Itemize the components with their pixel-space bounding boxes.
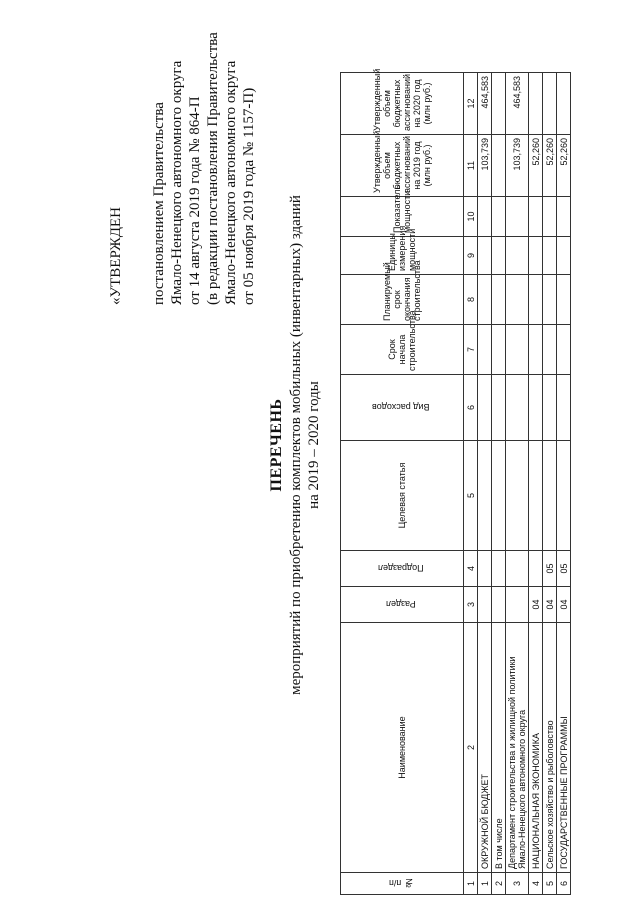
index-cell: 3 bbox=[464, 587, 478, 623]
row-name: В том числе bbox=[492, 623, 506, 873]
row-target bbox=[478, 441, 492, 551]
index-cell: 11 bbox=[464, 135, 478, 197]
row-end bbox=[478, 275, 492, 325]
resolution-line: (в редакции постановления Правительства bbox=[205, 32, 221, 305]
row-unit bbox=[543, 237, 557, 275]
document-title: ПЕРЕЧЕНЬ bbox=[268, 398, 285, 492]
row-subsection bbox=[478, 551, 492, 587]
resolution-line: Ямало-Ненецкого автономного округа bbox=[223, 60, 239, 305]
row-2020: 464,583 bbox=[506, 73, 529, 135]
col-header-name: Наименование bbox=[341, 623, 464, 873]
row-num: 2 bbox=[492, 873, 506, 895]
row-unit bbox=[492, 237, 506, 275]
row-expense bbox=[529, 375, 543, 441]
row-end bbox=[506, 275, 529, 325]
row-2019: 103,739 bbox=[506, 135, 529, 197]
index-cell: 12 bbox=[464, 73, 478, 135]
row-2019: 103,739 bbox=[478, 135, 492, 197]
table-row bbox=[557, 73, 571, 895]
row-num: 4 bbox=[529, 873, 543, 895]
row-2019 bbox=[492, 135, 506, 197]
row-subsection bbox=[506, 551, 529, 587]
row-capacity bbox=[478, 197, 492, 237]
row-unit bbox=[557, 237, 571, 275]
col-header-section: Раздел bbox=[341, 587, 464, 623]
row-target bbox=[492, 441, 506, 551]
resolution-line: от 14 августа 2019 года № 864-П bbox=[187, 96, 203, 305]
col-header-target: Целевая статья bbox=[341, 441, 464, 551]
row-name: ОКРУЖНОЙ БЮДЖЕТ bbox=[478, 623, 492, 873]
row-capacity bbox=[492, 197, 506, 237]
table-row bbox=[478, 73, 492, 895]
row-unit bbox=[478, 237, 492, 275]
row-target bbox=[529, 441, 543, 551]
row-2019: 52,260 bbox=[557, 135, 571, 197]
col-header-start: Срок начала строительства bbox=[341, 325, 464, 375]
index-cell: 10 bbox=[464, 197, 478, 237]
row-subsection bbox=[529, 551, 543, 587]
row-expense bbox=[478, 375, 492, 441]
row-name: ГОСУДАРСТВЕННЫЕ ПРОГРАММЫ bbox=[557, 623, 571, 873]
row-num: 3 bbox=[506, 873, 529, 895]
index-cell: 5 bbox=[464, 441, 478, 551]
resolution-line: Ямало-Ненецкого автономного округа bbox=[169, 60, 185, 305]
resolution-block bbox=[150, 15, 258, 305]
row-capacity bbox=[557, 197, 571, 237]
row-end bbox=[492, 275, 506, 325]
row-start bbox=[557, 325, 571, 375]
row-name: Сельское хозяйство и рыболовство bbox=[543, 623, 557, 873]
row-start bbox=[529, 325, 543, 375]
row-subsection: 05 bbox=[543, 551, 557, 587]
row-2020: 464,583 bbox=[478, 73, 492, 135]
row-section: 04 bbox=[557, 587, 571, 623]
row-2020 bbox=[543, 73, 557, 135]
row-expense bbox=[492, 375, 506, 441]
row-2019: 52,260 bbox=[529, 135, 543, 197]
col-header-expense: Вид расходов bbox=[341, 375, 464, 441]
row-unit bbox=[506, 237, 529, 275]
row-expense bbox=[543, 375, 557, 441]
row-num: 1 bbox=[478, 873, 492, 895]
row-2019: 52,260 bbox=[543, 135, 557, 197]
index-cell: 6 bbox=[464, 375, 478, 441]
document-subtitle: мероприятий по приобретению комплектов мобильных (инвентарных) зданий bbox=[288, 195, 304, 695]
index-cell: 4 bbox=[464, 551, 478, 587]
table-index-row bbox=[464, 73, 478, 895]
table-row bbox=[506, 73, 529, 895]
row-end bbox=[557, 275, 571, 325]
row-num: 5 bbox=[543, 873, 557, 895]
row-capacity bbox=[506, 197, 529, 237]
resolution-line: от 05 ноября 2019 года № 1157-П) bbox=[241, 87, 257, 305]
row-section bbox=[478, 587, 492, 623]
row-start bbox=[506, 325, 529, 375]
row-name: Департамент строительства и жилищной политики Ямало-Ненецкого автономного округа bbox=[506, 623, 529, 873]
row-section bbox=[506, 587, 529, 623]
table-row bbox=[492, 73, 506, 895]
row-2020 bbox=[492, 73, 506, 135]
row-end bbox=[529, 275, 543, 325]
resolution-line: постановлением Правительства bbox=[151, 102, 167, 305]
row-start bbox=[492, 325, 506, 375]
row-section: 04 bbox=[529, 587, 543, 623]
col-header-end: Планируемый срок окончания строительства bbox=[341, 275, 464, 325]
approval-stamp: «УТВЕРЖДЕН bbox=[108, 207, 124, 305]
document-period: на 2019 – 2020 годы bbox=[306, 381, 322, 509]
row-end bbox=[543, 275, 557, 325]
row-target bbox=[506, 441, 529, 551]
row-target bbox=[543, 441, 557, 551]
col-header-unit: Единицы измерения мощности bbox=[341, 237, 464, 275]
row-subsection: 05 bbox=[557, 551, 571, 587]
col-header-subsection: Подраздел bbox=[341, 551, 464, 587]
row-start bbox=[543, 325, 557, 375]
row-name: НАЦИОНАЛЬНАЯ ЭКОНОМИКА bbox=[529, 623, 543, 873]
budget-table bbox=[340, 68, 571, 895]
table-row bbox=[543, 73, 557, 895]
row-expense bbox=[506, 375, 529, 441]
row-num: 6 bbox=[557, 873, 571, 895]
row-2020 bbox=[529, 73, 543, 135]
row-section bbox=[492, 587, 506, 623]
index-cell: 8 bbox=[464, 275, 478, 325]
row-capacity bbox=[543, 197, 557, 237]
col-header-2019: Утвержденный объем бюджетных ассигнований на 2019 год (млн руб.) bbox=[341, 135, 464, 197]
row-subsection bbox=[492, 551, 506, 587]
row-2020 bbox=[557, 73, 571, 135]
row-capacity bbox=[529, 197, 543, 237]
col-header-num: № п/п bbox=[341, 873, 464, 895]
row-start bbox=[478, 325, 492, 375]
index-cell: 9 bbox=[464, 237, 478, 275]
index-cell: 2 bbox=[464, 623, 478, 873]
col-header-2020: Утвержденный объем бюджетных ассигнований на 2020 год (млн руб.) bbox=[341, 73, 464, 135]
table-row bbox=[529, 73, 543, 895]
row-unit bbox=[529, 237, 543, 275]
row-target bbox=[557, 441, 571, 551]
row-section: 04 bbox=[543, 587, 557, 623]
col-header-capacity: Показатель мощности bbox=[341, 197, 464, 237]
index-cell: 7 bbox=[464, 325, 478, 375]
table-header-row bbox=[341, 73, 464, 895]
index-cell: 1 bbox=[464, 873, 478, 895]
row-expense bbox=[557, 375, 571, 441]
